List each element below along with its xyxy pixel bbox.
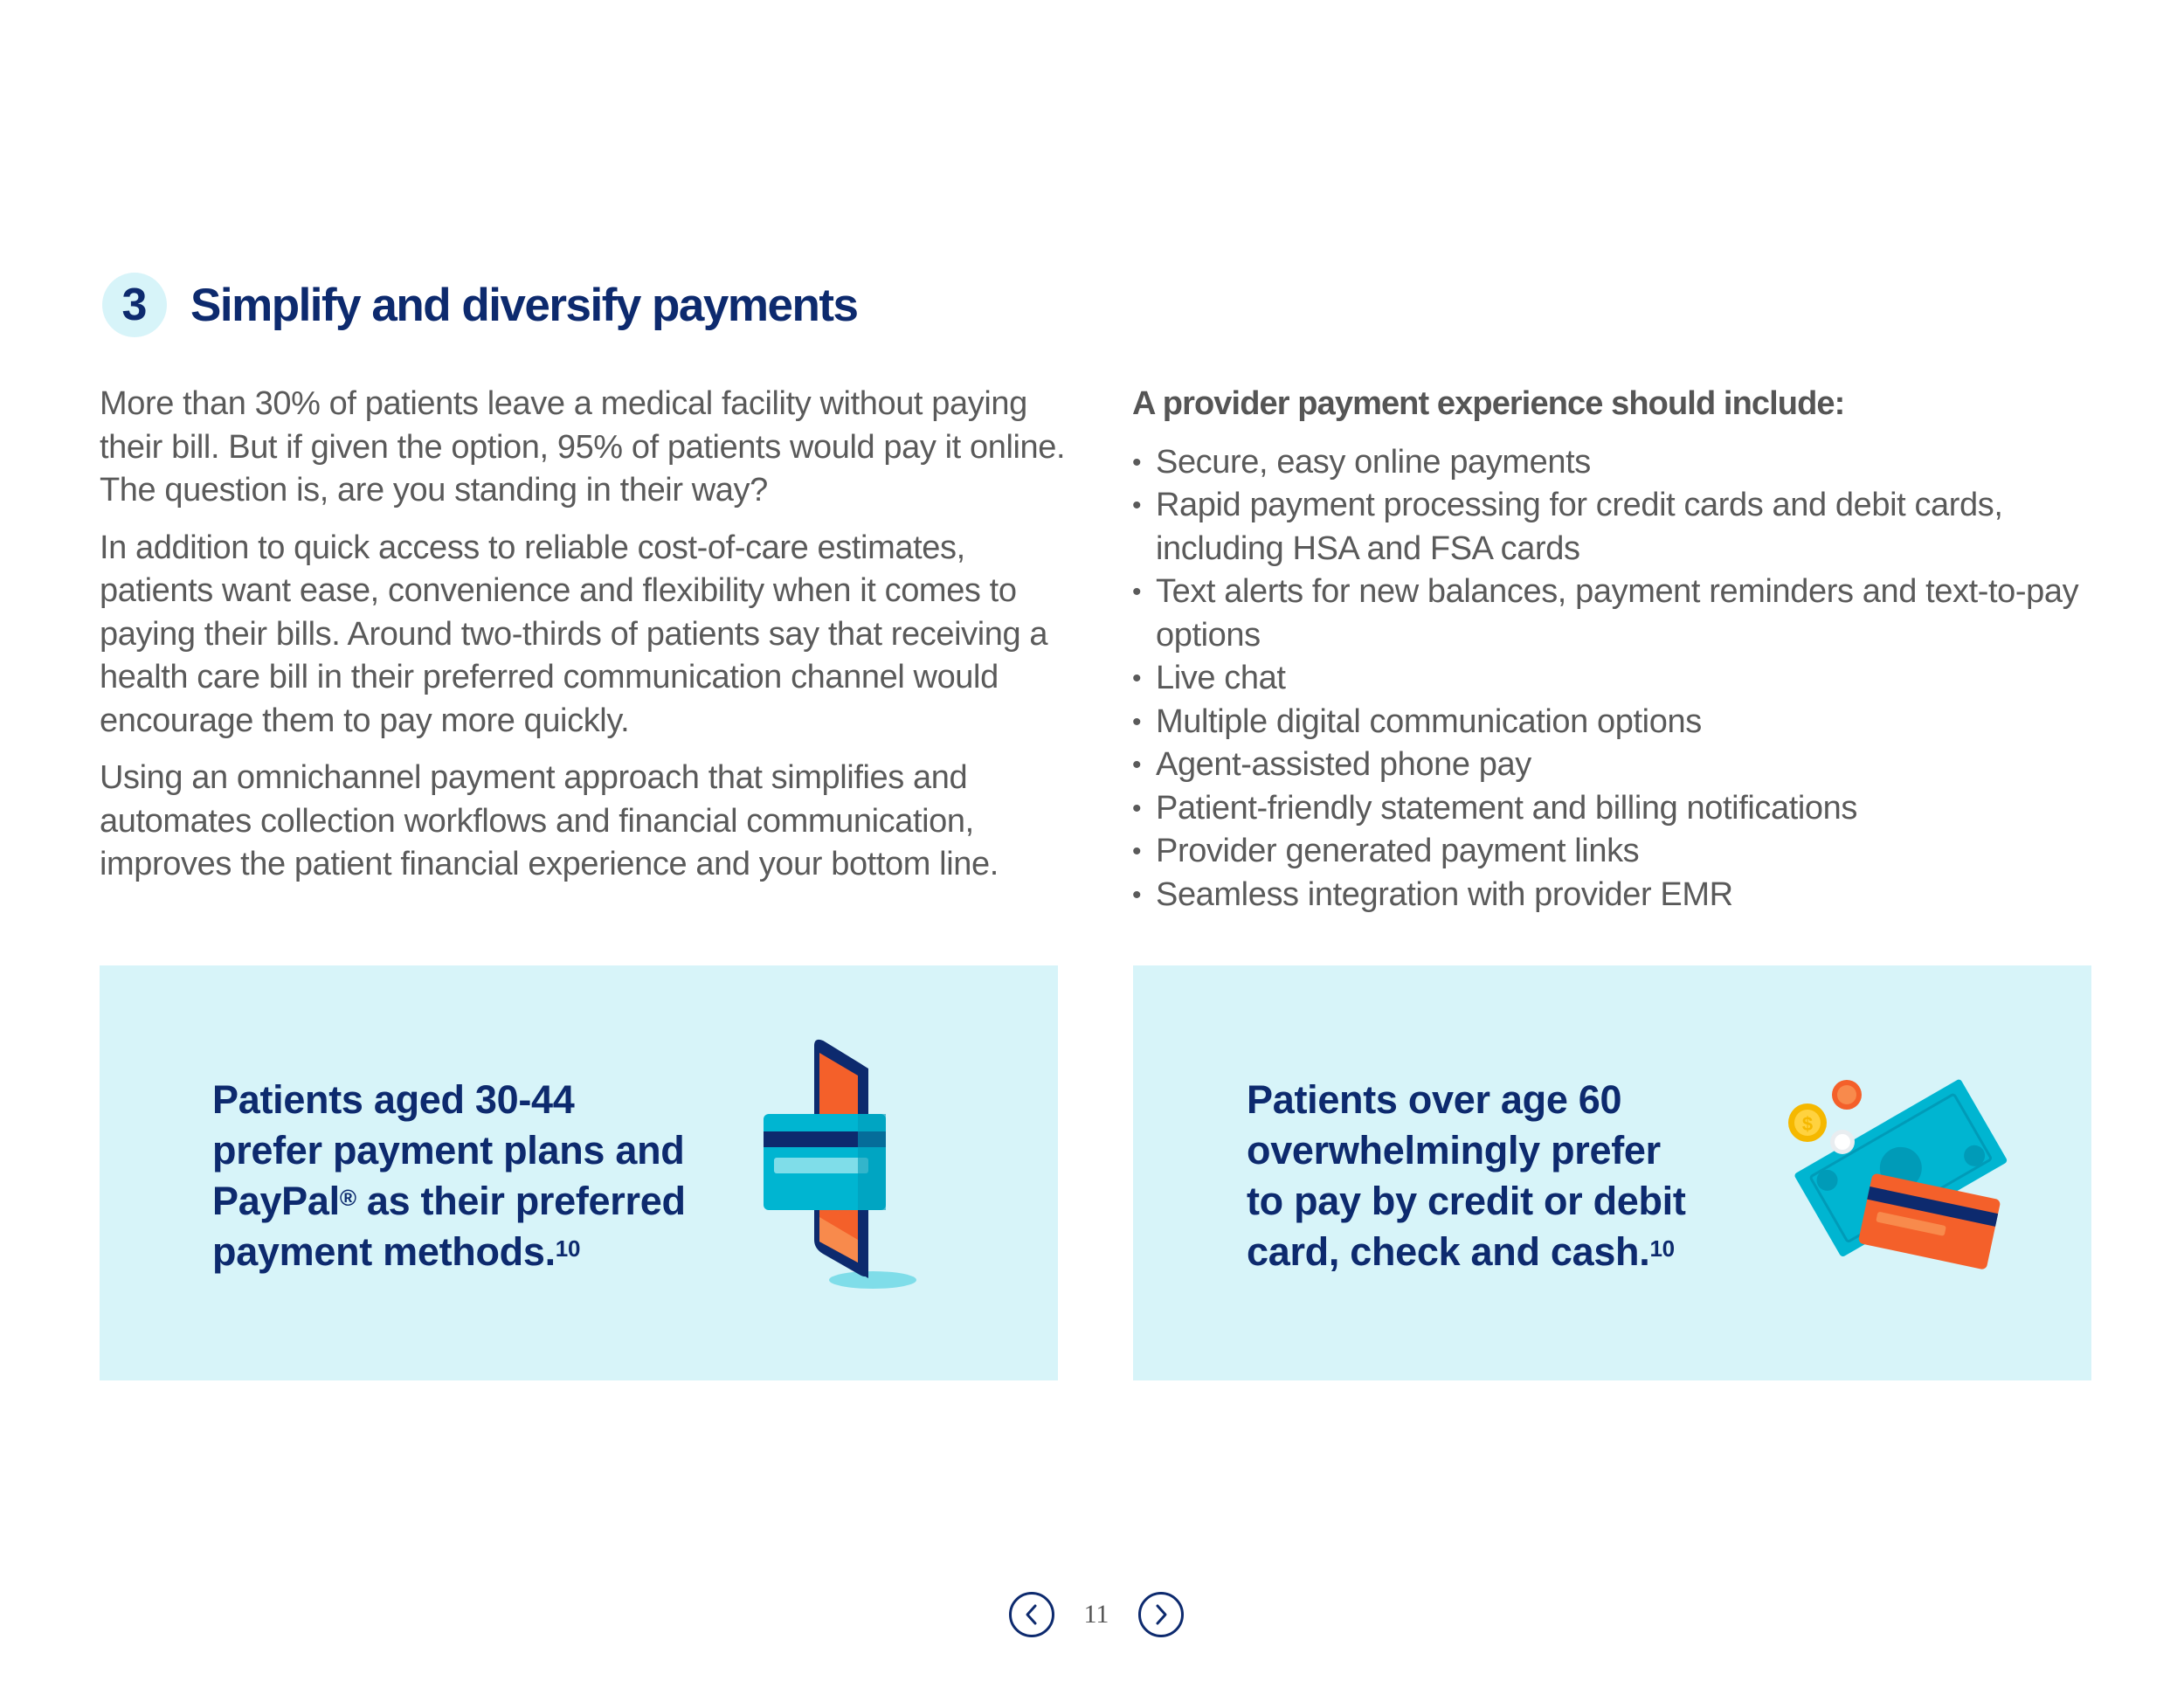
callout-line: prefer payment plans and <box>212 1128 685 1173</box>
paragraph-3: Using an omnichannel payment approach that simplifies and automates collection workflows and financial communication, improves the patient financial experience and your bottom line. <box>100 759 999 882</box>
svg-text:$: $ <box>1801 1113 1814 1135</box>
footnote-ref: 10 <box>1649 1235 1675 1262</box>
paragraph-1: More than 30% of patients leave a medical facility without paying their bill. But if given the option, 95% of patients would pay it online. The question is, are you standing in their way? <box>100 385 1066 508</box>
section-title: Simplify and diversify payments <box>190 280 858 331</box>
callout-line: as their preferred <box>356 1179 686 1223</box>
next-page-button[interactable] <box>1138 1592 1184 1637</box>
callout-text <box>212 1075 702 1277</box>
pagination <box>1009 1588 1184 1641</box>
callout-line: Patients over age 60 <box>1247 1077 1622 1122</box>
list-item: • Live chat <box>1132 657 2093 701</box>
previous-page-button[interactable] <box>1009 1592 1054 1637</box>
callout-line: payment methods. <box>212 1229 556 1274</box>
callout-text <box>1247 1075 1736 1277</box>
callout-card-age-60 <box>1133 965 2091 1380</box>
section-number-badge: 3 <box>102 273 167 337</box>
chevron-right-icon <box>1151 1603 1171 1626</box>
footnote-ref: 10 <box>555 1235 581 1262</box>
list-item: • Secure, easy online payments <box>1132 441 2093 485</box>
list-item: • Patient-friendly statement and billing notifications <box>1132 787 2093 831</box>
list-item: • Rapid payment processing for credit cards and debit cards, including HSA and FSA cards <box>1132 484 2093 571</box>
list-item: • Provider generated payment links <box>1132 830 2093 874</box>
callout-card-age-30-44 <box>100 965 1058 1380</box>
list-item: • Agent-assisted phone pay <box>1132 744 2093 787</box>
requirements-list-section <box>1132 383 2093 917</box>
callout-line: card, check and cash. <box>1247 1229 1650 1274</box>
list-item: • Multiple digital communication options <box>1132 701 2093 744</box>
page-number: 11 <box>1083 1600 1109 1629</box>
intro-text <box>100 383 1069 901</box>
requirements-list <box>1132 441 2093 917</box>
registered-mark: ® <box>339 1185 356 1211</box>
chevron-left-icon <box>1022 1603 1041 1626</box>
callout-line: Patients aged 30-44 <box>212 1077 575 1122</box>
requirements-heading: A provider payment experience should include: <box>1132 385 1845 422</box>
callout-line: to pay by credit or debit <box>1247 1179 1686 1223</box>
cash-card-coins-icon <box>1755 1062 2017 1289</box>
list-item: • Text alerts for new balances, payment reminders and text-to-pay options <box>1132 571 2093 657</box>
list-item: • Seamless integration with provider EMR <box>1132 874 2093 917</box>
callout-line: overwhelmingly prefer <box>1247 1128 1661 1173</box>
callout-line: PayPal <box>212 1179 340 1223</box>
phone-card-icon <box>755 1034 938 1296</box>
paragraph-2: In addition to quick access to reliable cost-of-care estimates, patients want ease, convenience and flexibility when it comes to paying their bills. Around two-thirds of patients say that receiving a health care bill in their preferred communication channel would encourage them to pay more quickly. <box>100 529 1048 739</box>
